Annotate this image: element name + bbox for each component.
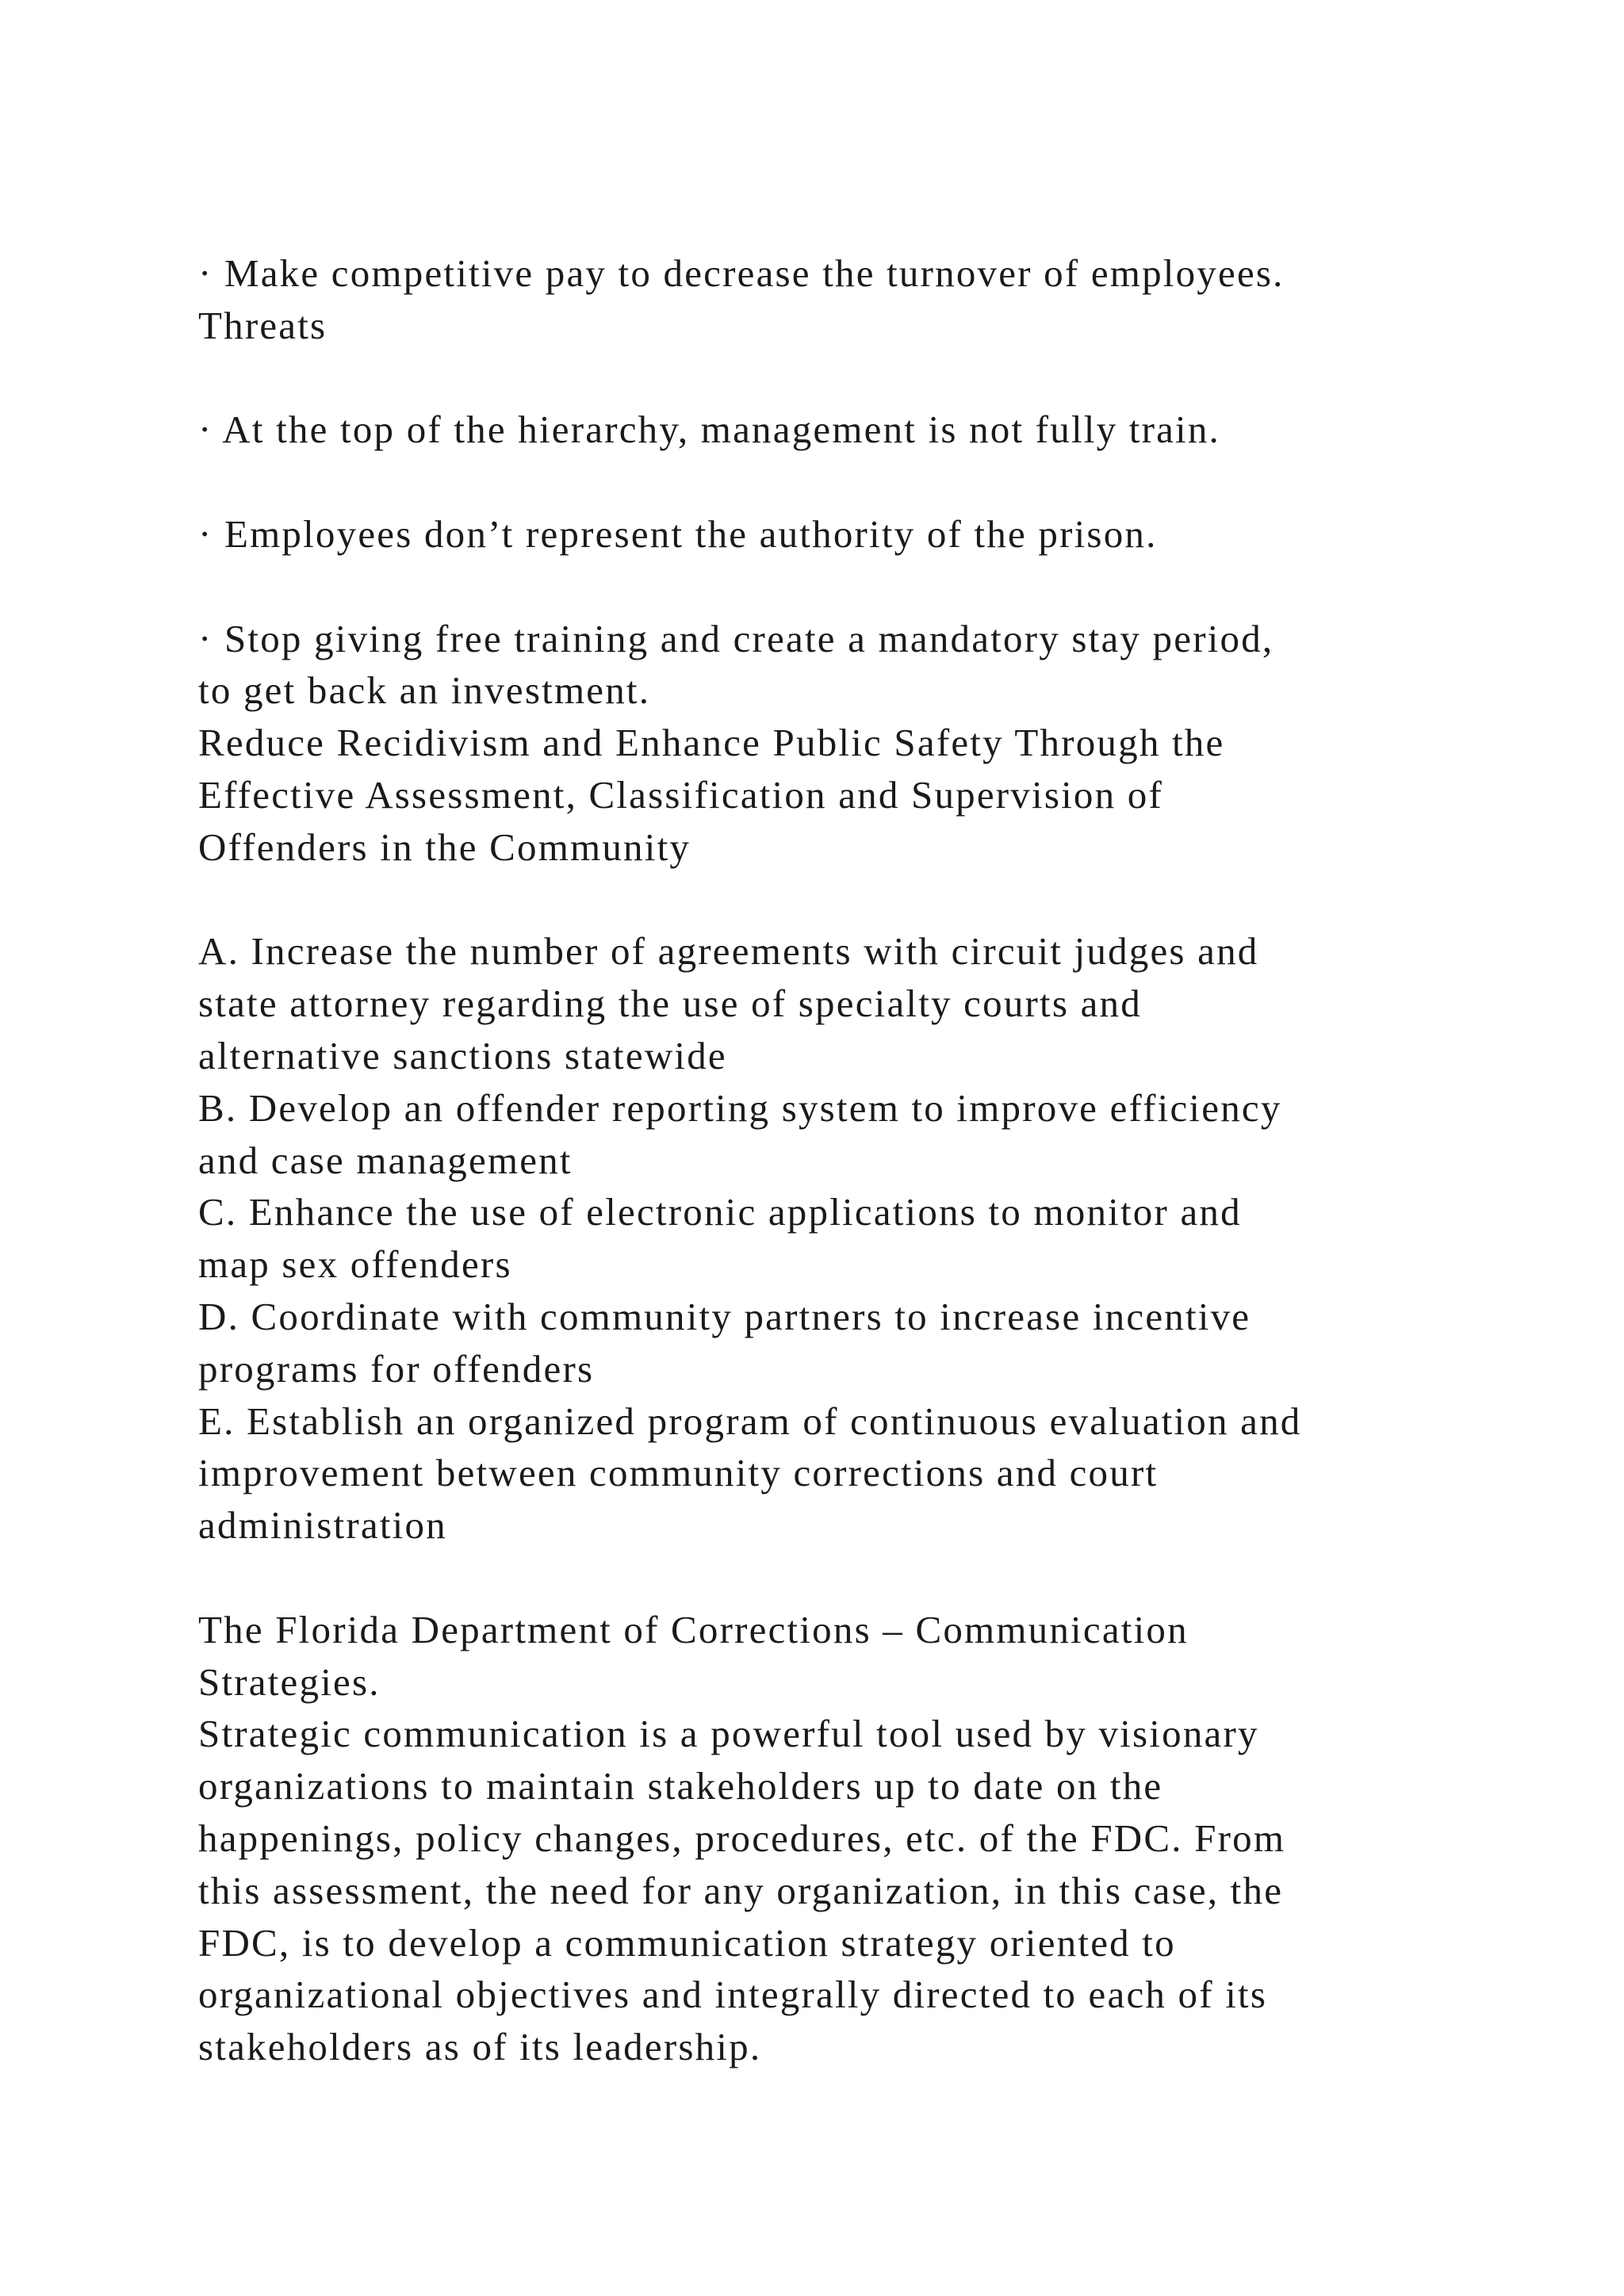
blank-line <box>198 352 1483 404</box>
section-heading-recidivism-cont: Effective Assessment, Classification and Supervision of <box>198 772 1163 817</box>
list-item-c: C. Enhance the use of electronic applications to monitor and <box>198 1190 1242 1234</box>
section-heading-communication-cont: Strategies. <box>198 1659 381 1704</box>
list-item-a-cont: alternative sanctions statewide <box>198 1033 727 1077</box>
paragraph-line: happenings, policy changes, procedures, etc. of the FDC. From <box>198 1816 1286 1860</box>
paragraph-line: organizational objectives and integrally directed to each of its <box>198 1973 1268 2017</box>
list-item-d: D. Coordinate with community partners to increase incentive <box>198 1294 1251 1338</box>
list-item-a-cont: state attorney regarding the use of specialty courts and <box>198 982 1142 1026</box>
paragraph-line: this assessment, the need for any organization, in this case, the <box>198 1868 1284 1912</box>
list-item-e-cont: administration <box>198 1503 447 1548</box>
list-item-c-cont: map sex offenders <box>198 1242 512 1287</box>
bullet-free-training: · Stop giving free training and create a mandatory stay period, <box>198 616 1274 660</box>
list-item-b-cont: and case management <box>198 1138 573 1182</box>
blank-line <box>198 561 1483 613</box>
bullet-employees-authority: · Employees don’t represent the authority of the prison. <box>198 511 1158 556</box>
list-item-e-cont: improvement between community corrections and court <box>198 1451 1159 1495</box>
blank-line <box>198 874 1483 926</box>
paragraph-line: Strategic communication is a powerful tool used by visionary <box>198 1712 1259 1756</box>
section-heading-recidivism: Reduce Recidivism and Enhance Public Safety Through the <box>198 721 1225 765</box>
bullet-free-training-cont: to get back an investment. <box>198 668 651 713</box>
section-heading-recidivism-cont: Offenders in the Community <box>198 825 691 869</box>
section-heading-communication: The Florida Department of Corrections – Communication <box>198 1607 1189 1651</box>
paragraph-line: organizations to maintain stakeholders up to date on the <box>198 1764 1163 1808</box>
threats-heading: Threats <box>198 303 327 347</box>
paragraph-line: FDC, is to develop a communication strategy oriented to <box>198 1920 1176 1965</box>
bullet-competitive-pay: · Make competitive pay to decrease the turnover of employees. <box>198 251 1285 295</box>
blank-line <box>198 1552 1483 1604</box>
list-item-a: A. Increase the number of agreements with circuit judges and <box>198 929 1259 974</box>
document-body <box>198 247 1483 2073</box>
list-item-d-cont: programs for offenders <box>198 1346 595 1391</box>
paragraph-line: stakeholders as of its leadership. <box>198 2025 762 2069</box>
blank-line <box>198 456 1483 508</box>
bullet-management-training: · At the top of the hierarchy, management is not fully train. <box>198 408 1221 452</box>
list-item-e: E. Establish an organized program of continuous evaluation and <box>198 1399 1302 1443</box>
list-item-b: B. Develop an offender reporting system to improve efficiency <box>198 1085 1282 1130</box>
